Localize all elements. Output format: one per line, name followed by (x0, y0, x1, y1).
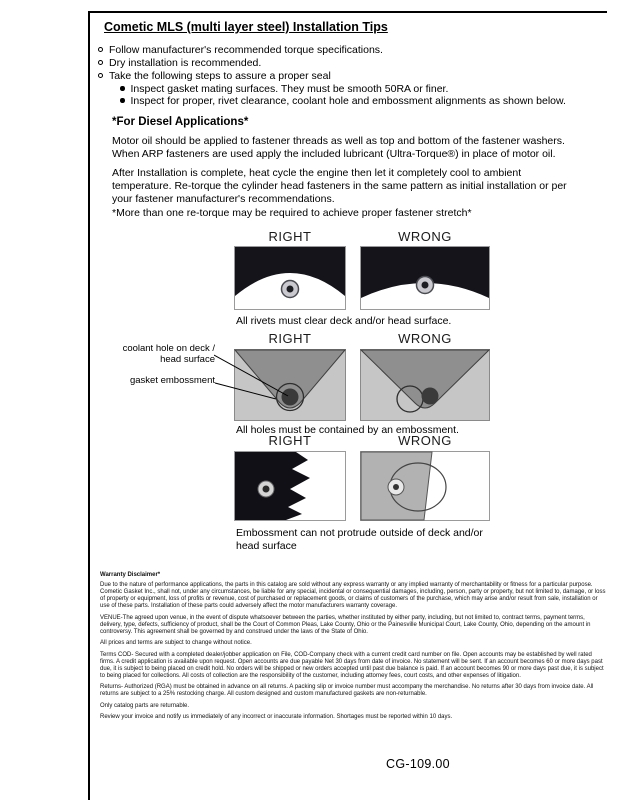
wrong-label: WRONG (398, 433, 452, 448)
tip-item (98, 44, 568, 56)
tip-sub-item (120, 83, 590, 95)
tip-item (98, 57, 568, 69)
tip-text: Take the following steps to assure a proper seal (109, 70, 331, 82)
tip-sub-item (120, 95, 590, 107)
bullet-icon (98, 60, 103, 65)
callout-coolant-hole: coolant hole on deck / head surface (122, 343, 215, 365)
page-border-top (88, 11, 607, 13)
catalog-code: CG-109.00 (386, 757, 450, 771)
wrong-label: WRONG (398, 331, 452, 346)
bullet-icon (98, 47, 103, 52)
retorque-note: *More than one re-torque may be required to achieve proper fastener stretch* (112, 207, 472, 219)
tip-text: Dry installation is recommended. (109, 57, 262, 69)
bullet-icon (120, 86, 125, 91)
legal-paragraph: Returns- Authorized (RGA) must be obtained in advance on all returns. A packing slip or invoice number must accompany the merchandise. No returns after 30 days from invoice date. All returns are subject to a 25% restocking charge. All custom designed and custom manufactured gaskets are non-returnable. (100, 684, 594, 697)
wrong-label: WRONG (398, 229, 452, 244)
holes-caption: All holes must be contained by an embossment. (236, 424, 459, 436)
tip-text: Inspect for proper, rivet clearance, coolant hole and embossment alignments as shown below. (130, 95, 566, 107)
tip-text: Follow manufacturer's recommended torque specifications. (109, 44, 383, 56)
tip-item (98, 70, 568, 82)
tip-text: Inspect gasket mating surfaces. They must be smooth 50RA or finer. (130, 83, 449, 95)
legal-paragraph: Due to the nature of performance applications, the parts in this catalog are sold without any express warranty or any implied warranty of merchantability or fitness for a particular purpose. Cometic Gasket Inc., shall not, under any circumstances, be liable for any special, incidental or consequential damages, including, person, party or property, but not limited to, damage, or loss of property or equipment, loss of profits or revenue, cost of purchased or replacement goods, or claims of customers of the purchase, which may arise and/or result from sale, installation or use of these parts. Installation of these parts could adversely affect the motor manufacturers warranty coverage. (100, 582, 606, 609)
embossment-caption: Embossment can not protrude outside of deck and/or head surface (236, 527, 483, 552)
page-title: Cometic MLS (multi layer steel) Installation Tips (104, 20, 388, 34)
right-label: RIGHT (268, 331, 312, 346)
diesel-paragraph-2: After Installation is complete, heat cycle the engine then let it completely cool to ambient temperature. Re-torque the cylinder head fasteners in the same pattern as initial installation or per your fastener manufacturer's recommendations. (112, 167, 567, 205)
callout-pointer-lines (214, 350, 294, 408)
bullet-icon (120, 98, 125, 103)
right-label: RIGHT (268, 229, 312, 244)
embossment-right-diagram (234, 451, 346, 521)
rivet-wrong-diagram (360, 246, 490, 310)
page-border-left (88, 11, 90, 800)
callout-gasket-embossment: gasket embossment (129, 375, 215, 386)
rivet-right-diagram (234, 246, 346, 310)
embossment-wrong-diagram (360, 451, 490, 521)
holes-wrong-diagram (360, 349, 490, 421)
legal-paragraph: VENUE-The agreed upon venue, in the event of dispute whatsoever between the parties, whether instituted by either party, including, but not limited to, contract terms, payment terms, delivery, type, defects, sufficiency of product, shall be the Court of Common Pleas, Lake County, Ohio or the Painesville Municipal Court, Lake County, Ohio, depending on the amount in controversy. This agreement shall be governed by and construed under the laws of the State of Ohio. (100, 614, 591, 635)
bullet-icon (98, 73, 103, 78)
legal-paragraph: Terms COD- Secured with a completed dealer/jobber application on File, COD-Company check with a current credit card number on file. Open accounts may be established by well rated firms. A credit application is available upon request. Open accounts are due payable Net 30 days from date of invoice. No statement will be sent. If an account becomes 60 or more days past due, it is subject to being placed on credit hold. No orders will be shipped or new orders accepted until past due balance is paid. If an account becomes 90 or more days past due, it is subject to being placed for collections. All costs of collection are the responsibility of the customer, including attorney fees, court costs, and other expenses of litigation. (100, 651, 604, 679)
legal-paragraph: Only catalog parts are returnable. (100, 702, 190, 709)
legal-paragraph: Review your invoice and notify us immediately of any incorrect or inaccurate information. Shortages must be reported within 10 days. (100, 714, 453, 720)
legal-section (100, 572, 608, 726)
right-label: RIGHT (268, 433, 312, 448)
warranty-heading: Warranty Disclaimer* (100, 572, 161, 578)
legal-paragraph: All prices and terms are subject to change without notice. (100, 640, 252, 646)
diesel-paragraph-1: Motor oil should be applied to fastener threads as well as top and bottom of the fastener washers. When ARP fasteners are used apply the included lubricant (Ultra-Torque®) in place of motor oil. (112, 135, 565, 160)
rivet-caption: All rivets must clear deck and/or head surface. (236, 315, 452, 327)
diesel-heading: *For Diesel Applications* (112, 116, 249, 128)
